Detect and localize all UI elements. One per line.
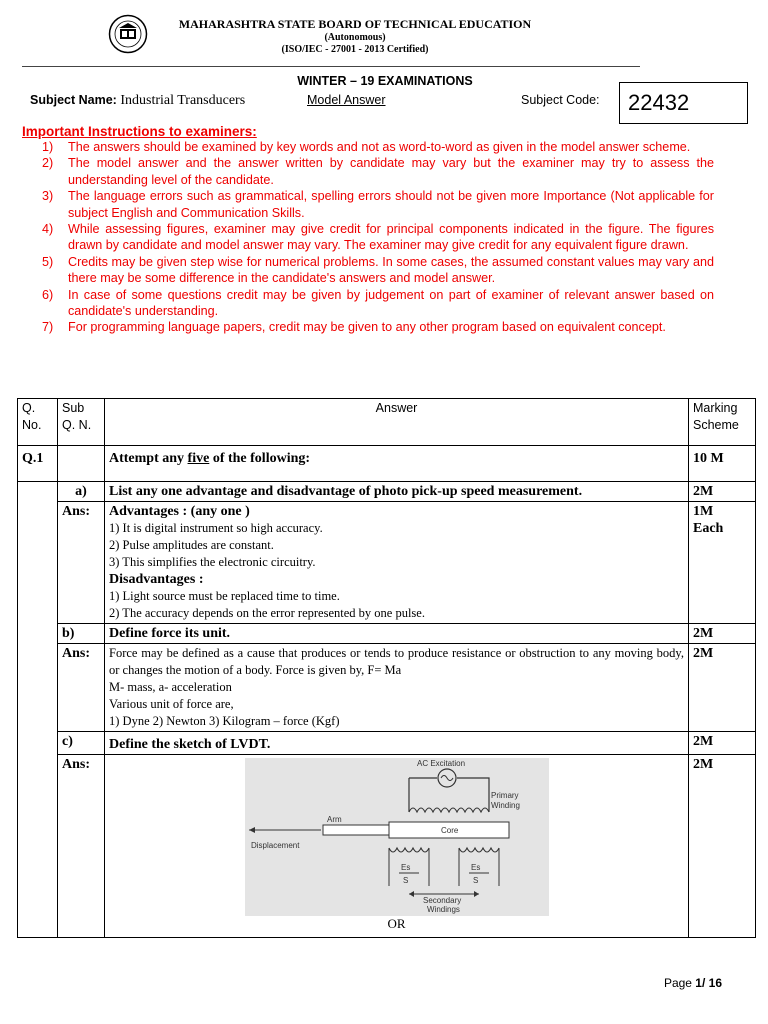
- core-label: Core: [440, 826, 458, 835]
- instruction-item: [38, 221, 714, 254]
- answer-b-line: M- mass, a- acceleration: [109, 680, 232, 694]
- model-answer-label: Model Answer: [307, 93, 386, 107]
- instruction-text: The model answer and the answer written by candidate may vary but the examiner may try to assess the understanding level of the candidate.: [68, 156, 714, 187]
- instruction-number: 6): [42, 287, 54, 302]
- header-mark-line1: Marking: [693, 401, 738, 415]
- instruction-text: The language errors such as grammatical, spelling errors should not be given more Importance (Not applicable for subject English and Communication Skills.: [68, 189, 714, 220]
- marks-a: 2M: [689, 482, 756, 502]
- header-marking: [689, 399, 756, 446]
- instruction-item: [38, 287, 714, 320]
- primary-label-1: Primary: [490, 791, 519, 800]
- board-name: MAHARASHTRA STATE BOARD OF TECHNICAL EDUCATION: [178, 17, 532, 31]
- sub-a: a): [58, 482, 105, 502]
- answer-b-line: Force may be defined as a cause that produces or tends to produce resistance or obstruction to any moving body, or changes the motion of a body. Force is given by, F= Ma: [109, 646, 684, 677]
- instruction-text: For programming language papers, credit may be given to any other program based on equivalent concept.: [68, 320, 666, 335]
- certified-text: (ISO/IEC - 27001 - 2013 Certified): [281, 44, 429, 55]
- arm-rod: [323, 825, 389, 835]
- table-row: [18, 755, 756, 938]
- ans-marks-a: [689, 502, 756, 624]
- subject-name-label: Subject Name:: [30, 93, 117, 107]
- page-number: [664, 976, 722, 990]
- board-header: [160, 17, 550, 56]
- table-row: [18, 644, 756, 732]
- primary-label-2: Winding: [490, 801, 520, 810]
- autonomous-text: (Autonomous): [324, 32, 386, 43]
- instruction-item: [38, 139, 714, 155]
- q1-sub-empty: [58, 446, 105, 482]
- answer-b-line: 1) Dyne 2) Newton 3) Kilogram – force (Kgf): [109, 714, 340, 728]
- q1-five: five: [187, 451, 210, 466]
- instructions-list: [38, 139, 714, 336]
- marks-c: 2M: [689, 732, 756, 755]
- header-qno-line2: No.: [22, 418, 42, 432]
- secondary-label-2: Windings: [426, 905, 460, 914]
- instruction-text: Credits may be given step wise for numerical problems. In some cases, the assumed constant values may vary and there may be some difference in the candidate's answers and model answer.: [68, 254, 714, 286]
- subject-name: Industrial Transducers: [120, 93, 246, 108]
- displacement-label: Displacement: [250, 841, 299, 850]
- ans-label-c: Ans:: [58, 755, 105, 938]
- sub-b: b): [58, 624, 105, 644]
- header-divider: [22, 66, 640, 67]
- table-row: [18, 732, 756, 755]
- advantage-item: 2) Pulse amplitudes are constant.: [109, 538, 274, 552]
- q1-post: of the following:: [209, 451, 311, 466]
- msbte-logo: [108, 14, 148, 54]
- advantage-item: 3) This simplifies the electronic circuitry.: [109, 555, 316, 569]
- ans-label-b: Ans:: [58, 644, 105, 732]
- q1-number-span: [18, 482, 58, 938]
- header-sub-line2: Q. N.: [62, 418, 92, 432]
- advantage-item: 1) It is digital instrument so high accuracy.: [109, 521, 323, 535]
- arm-label: Arm: [326, 815, 342, 824]
- subject-code-label: Subject Code:: [521, 93, 600, 107]
- header-subqno: [58, 399, 105, 446]
- es2-bottom: S: [472, 876, 478, 885]
- or-text: OR: [387, 916, 406, 931]
- q1-pre: Attempt any: [109, 451, 188, 466]
- instruction-text: In case of some questions credit may be given by judgement on part of examiner of relevant answer based on candidate's understanding.: [68, 287, 714, 319]
- question-c: Define the sketch of LVDT.: [105, 732, 689, 755]
- advantages-heading: Advantages : (any one ): [109, 504, 250, 519]
- question-b: Define force its unit.: [105, 624, 689, 644]
- ans-label-a: Ans:: [58, 502, 105, 624]
- answer-a: [105, 502, 689, 624]
- table-header-row: [18, 399, 756, 446]
- lvdt-diagram: [245, 758, 549, 916]
- question-a: List any one advantage and disadvantage of photo pick-up speed measurement.: [105, 482, 689, 502]
- ac-excitation-label: AC Excitation: [416, 759, 465, 768]
- answer-c: [105, 755, 689, 938]
- instruction-number: 2): [42, 156, 54, 171]
- page-label: Page: [663, 976, 696, 990]
- instruction-text: The answers should be examined by key words and not as word-to-word as given in the model answer scheme.: [68, 140, 691, 154]
- page-num: 1/ 16: [695, 976, 722, 990]
- instruction-number: 3): [42, 189, 54, 204]
- instruction-number: 4): [42, 222, 54, 237]
- instruction-item: [38, 155, 714, 188]
- header-qno: [18, 399, 58, 446]
- disadvantages-heading: Disadvantages :: [109, 572, 204, 587]
- instruction-number: 1): [42, 140, 54, 154]
- instruction-text: While assessing figures, examiner may give credit for principal components indicated in the figure. The figures drawn by candidate and model answer may vary. The examiner may give credit for any equivalent figure drawn.: [68, 222, 714, 253]
- instruction-item: [38, 254, 714, 287]
- es1-top: Es: [400, 863, 410, 872]
- instruction-item: [38, 188, 714, 221]
- table-row: [18, 502, 756, 624]
- header-qno-line1: Q.: [22, 401, 36, 415]
- sub-c: c): [58, 732, 105, 755]
- header-sub-line1: Sub: [62, 401, 85, 415]
- answer-b: [105, 644, 689, 732]
- q1-marks: 10 M: [689, 446, 756, 482]
- instruction-number: 5): [42, 254, 54, 269]
- subject-code-box: 22432: [619, 82, 748, 124]
- disadvantage-item: 1) Light source must be replaced time to time.: [109, 589, 340, 603]
- header-mark-line2: Scheme: [693, 418, 739, 432]
- disadvantage-item: 2) The accuracy depends on the error represented by one pulse.: [109, 606, 425, 620]
- header-answer: Answer: [105, 399, 689, 446]
- ans-marks-c: 2M: [689, 755, 756, 938]
- instructions-title: Important Instructions to examiners:: [22, 124, 257, 139]
- ans-marks-b: 2M: [689, 644, 756, 732]
- subject-name-row: [30, 93, 245, 109]
- marks-b: 2M: [689, 624, 756, 644]
- answer-table: [17, 398, 756, 938]
- ans-marks-a-line2: Each: [693, 521, 724, 536]
- instruction-item: [38, 319, 714, 335]
- table-row: [18, 446, 756, 482]
- es2-top: Es: [470, 863, 480, 872]
- table-row: [18, 624, 756, 644]
- answer-b-line: Various unit of force are,: [109, 697, 234, 711]
- exam-title: WINTER – 19 EXAMINATIONS: [297, 74, 473, 88]
- ans-marks-a-line1: 1M: [693, 504, 714, 519]
- instruction-number: 7): [42, 320, 54, 335]
- q1-instruction: [105, 446, 689, 482]
- table-row: [18, 482, 756, 502]
- es1-bottom: S: [402, 876, 408, 885]
- secondary-label-1: Secondary: [422, 896, 461, 905]
- q1-number: Q.1: [18, 446, 58, 482]
